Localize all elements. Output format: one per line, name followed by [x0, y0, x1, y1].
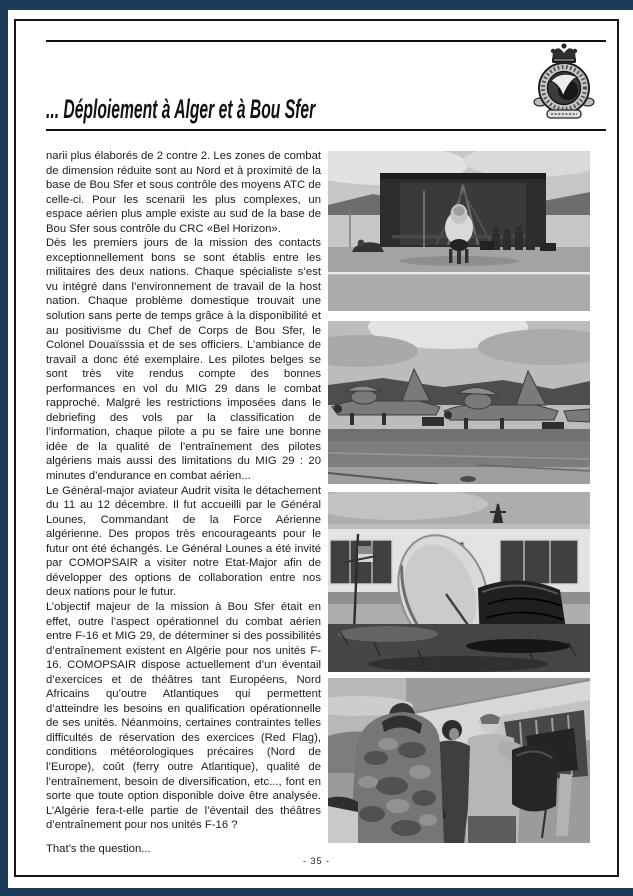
header-rule-top	[46, 40, 606, 42]
photo-f16-flightline	[328, 321, 590, 484]
squadron-crest-icon	[532, 42, 596, 124]
page-number: - 35 -	[302, 856, 330, 866]
closing-line: That’s the question...	[46, 842, 151, 855]
paragraph: L’objectif majeur de la mission à Bou Sfer était en effet, outre l’aspect opérationnel du combat aérien entre F-16 et MIG 29, de déterminer si des possibilités d’entraînement existent en Algérie pour nos unités F-16. COMOPSAIR dispose actuellement d’un éventail d’exercices et de théâtres tant Européens, Nord Africains qu’outre Atlantiques qui permettent d’atteindre les besoins en qualification opérationnelle de ses unités. Néanmoins, certaines contraintes telles difficultés de réservation des exercices (Red Flag), conditions météorologiques précaires (Nord de l’Europe), coût (ferry outre Atlantique), qualité de l’entraînement, besoin de diversification, etc..., font en sorte que toute option disponible doive être analysée. L’Algérie fera-t-elle partie de l’éventail des théâtres d’entraînement pour nos unités F-16 ?	[46, 600, 321, 832]
page-border-top	[0, 0, 633, 10]
photo-f16-hangar	[328, 151, 590, 311]
page-border-bottom	[0, 888, 633, 896]
photo-crew-under-wing	[328, 678, 590, 843]
article-text	[46, 149, 321, 856]
paragraph: Le Général-major aviateur Audrit visita le détachement du 11 au 12 décembre. Il fut accueilli par le Général Lounes, Commandant de la Force Aérienne algérienne. Des propos très encourageants pour le futur ont été échangés. Le Général Lounes a été invité par COMOPSAIR a visiter notre Etat-Major afin de développer des options de collaboration entre nos deux nations pour le futur.	[46, 484, 321, 599]
photo-satellite-dish	[328, 492, 590, 672]
header-rule-bottom	[46, 129, 606, 131]
page-title: ... Déploiement à Alger et à Bou Sfer	[46, 94, 316, 125]
paragraph: narii plus élaborés de 2 contre 2. Les zones de combat de dimension réduite sont au Nord et à proximité de la base de Bou Sfer et sous contrôle des moyens ATC de celle-ci. Pour les scenarii les plus complexes, un espace aérien plus ample existe au sud de la base de Bou Sfer sous contrôle du CRC «Bel Horizon».	[46, 150, 321, 235]
paragraph: Dès les premiers jours de la mission des contacts exceptionnellement bons se sont établis entre les militaires des deux nations. Chaque spécialiste s’est vu intégré dans l’environnement de travail de la host nation. Chaque problème domestique trouvait une solution sans perte de temps grâce à la disponibilité et au positivisme du Chef de Corps de Bou Sfer, le Colonel Douaïsssia et de ses officiers. L’ambiance de travail a donc été exemplaire. Les pilotes belges se sont très vite rendus compte des bonnes performances en vol du MIG 29 dans le combat rapproché. Malgré les restrictions imposées dans le debriefing des vols par la classification de l’information, chaque pilote a pu se faire une bonne idée de la qualité de l’entraînement des pilotes algériens mais aussi des limitations du MIG 29 : 20 minutes d’endurance en combat aérien...	[46, 237, 321, 483]
page-border-left	[0, 0, 8, 896]
